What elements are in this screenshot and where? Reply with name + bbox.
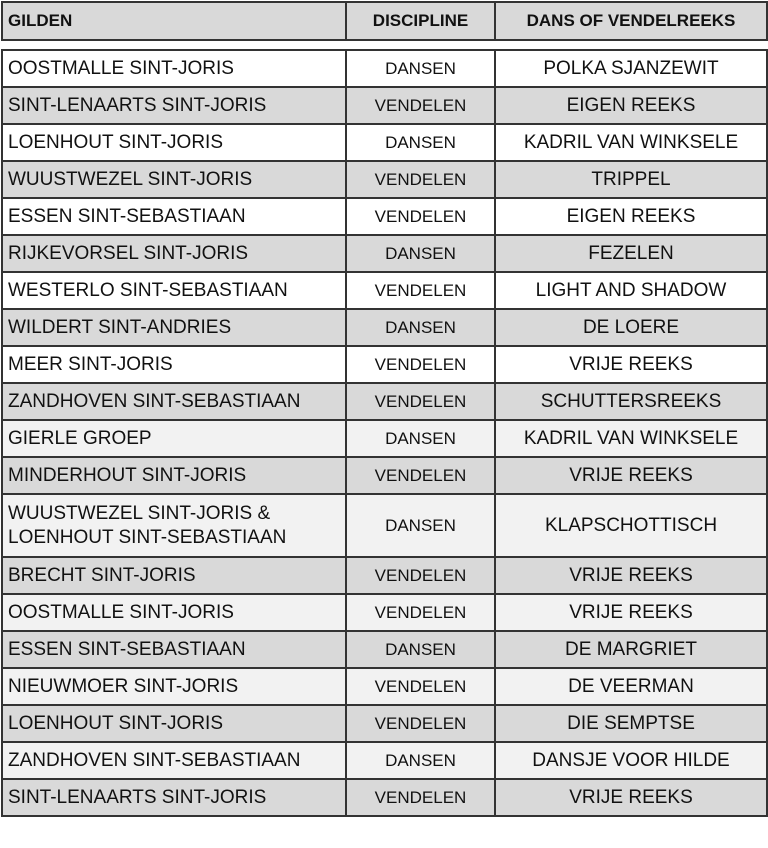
table-row	[2, 87, 767, 124]
gilden-cell: ESSEN SINT-SEBASTIAAN	[2, 631, 346, 668]
discipline-cell: DANSEN	[346, 420, 495, 457]
gilden-cell: RIJKEVORSEL SINT-JORIS	[2, 235, 346, 272]
gilden-cell: WUUSTWEZEL SINT-JORIS	[2, 161, 346, 198]
table-row	[2, 494, 767, 557]
gilden-cell: OOSTMALLE SINT-JORIS	[2, 594, 346, 631]
discipline-cell: VENDELEN	[346, 383, 495, 420]
reeks-cell: VRIJE REEKS	[495, 346, 767, 383]
gilden-cell: GIERLE GROEP	[2, 420, 346, 457]
gilden-cell: WESTERLO SINT-SEBASTIAAN	[2, 272, 346, 309]
table-row	[2, 124, 767, 161]
discipline-cell: VENDELEN	[346, 668, 495, 705]
gilden-cell: ESSEN SINT-SEBASTIAAN	[2, 198, 346, 235]
table-row	[2, 705, 767, 742]
gilden-cell: MEER SINT-JORIS	[2, 346, 346, 383]
reeks-cell: DE MARGRIET	[495, 631, 767, 668]
reeks-cell: KADRIL VAN WINKSELE	[495, 420, 767, 457]
header-gilden: GILDEN	[2, 2, 346, 40]
reeks-cell: VRIJE REEKS	[495, 594, 767, 631]
table-row	[2, 557, 767, 594]
gilden-cell: ZANDHOVEN SINT-SEBASTIAAN	[2, 742, 346, 779]
reeks-cell: DE LOERE	[495, 309, 767, 346]
discipline-cell: DANSEN	[346, 50, 495, 87]
reeks-cell: SCHUTTERSREEKS	[495, 383, 767, 420]
header-discipline: DISCIPLINE	[346, 2, 495, 40]
gilden-cell: LOENHOUT SINT-JORIS	[2, 124, 346, 161]
discipline-cell: VENDELEN	[346, 557, 495, 594]
discipline-cell: DANSEN	[346, 124, 495, 161]
reeks-cell: EIGEN REEKS	[495, 87, 767, 124]
table-row	[2, 383, 767, 420]
discipline-cell: VENDELEN	[346, 594, 495, 631]
table-row	[2, 594, 767, 631]
table-row	[2, 161, 767, 198]
discipline-cell: DANSEN	[346, 309, 495, 346]
reeks-cell: VRIJE REEKS	[495, 779, 767, 816]
table-row	[2, 309, 767, 346]
table-row	[2, 668, 767, 705]
discipline-cell: VENDELEN	[346, 87, 495, 124]
header-row	[2, 2, 767, 40]
gilden-cell: SINT-LENAARTS SINT-JORIS	[2, 779, 346, 816]
gilden-cell: WILDERT SINT-ANDRIES	[2, 309, 346, 346]
discipline-cell: VENDELEN	[346, 457, 495, 494]
table-row	[2, 272, 767, 309]
discipline-cell: VENDELEN	[346, 161, 495, 198]
gilden-table	[1, 49, 768, 817]
reeks-cell: TRIPPEL	[495, 161, 767, 198]
header-table	[1, 1, 768, 41]
discipline-cell: VENDELEN	[346, 198, 495, 235]
gilden-cell: SINT-LENAARTS SINT-JORIS	[2, 87, 346, 124]
discipline-cell: VENDELEN	[346, 346, 495, 383]
table-row	[2, 742, 767, 779]
gilden-cell: NIEUWMOER SINT-JORIS	[2, 668, 346, 705]
reeks-cell: EIGEN REEKS	[495, 198, 767, 235]
reeks-cell: KLAPSCHOTTISCH	[495, 494, 767, 557]
table-row	[2, 631, 767, 668]
reeks-cell: DANSJE VOOR HILDE	[495, 742, 767, 779]
reeks-cell: DE VEERMAN	[495, 668, 767, 705]
discipline-cell: VENDELEN	[346, 705, 495, 742]
gilden-cell: ZANDHOVEN SINT-SEBASTIAAN	[2, 383, 346, 420]
reeks-cell: POLKA SJANZEWIT	[495, 50, 767, 87]
table-body	[2, 50, 767, 816]
table-row	[2, 50, 767, 87]
gilden-cell: OOSTMALLE SINT-JORIS	[2, 50, 346, 87]
table-row	[2, 346, 767, 383]
table-row	[2, 235, 767, 272]
reeks-cell: FEZELEN	[495, 235, 767, 272]
table-row	[2, 420, 767, 457]
gilden-cell: MINDERHOUT SINT-JORIS	[2, 457, 346, 494]
table-row	[2, 198, 767, 235]
reeks-cell: DIE SEMPTSE	[495, 705, 767, 742]
gilden-cell: WUUSTWEZEL SINT-JORIS & LOENHOUT SINT-SEBASTIAAN	[2, 494, 346, 557]
table-row	[2, 779, 767, 816]
gilden-cell: BRECHT SINT-JORIS	[2, 557, 346, 594]
discipline-cell: DANSEN	[346, 235, 495, 272]
reeks-cell: VRIJE REEKS	[495, 457, 767, 494]
header-dans-of-vendelreeks: DANS OF VENDELREEKS	[495, 2, 767, 40]
discipline-cell: DANSEN	[346, 631, 495, 668]
discipline-cell: DANSEN	[346, 494, 495, 557]
gilden-cell: LOENHOUT SINT-JORIS	[2, 705, 346, 742]
reeks-cell: VRIJE REEKS	[495, 557, 767, 594]
discipline-cell: VENDELEN	[346, 779, 495, 816]
discipline-cell: VENDELEN	[346, 272, 495, 309]
discipline-cell: DANSEN	[346, 742, 495, 779]
reeks-cell: KADRIL VAN WINKSELE	[495, 124, 767, 161]
reeks-cell: LIGHT AND SHADOW	[495, 272, 767, 309]
table-row	[2, 457, 767, 494]
